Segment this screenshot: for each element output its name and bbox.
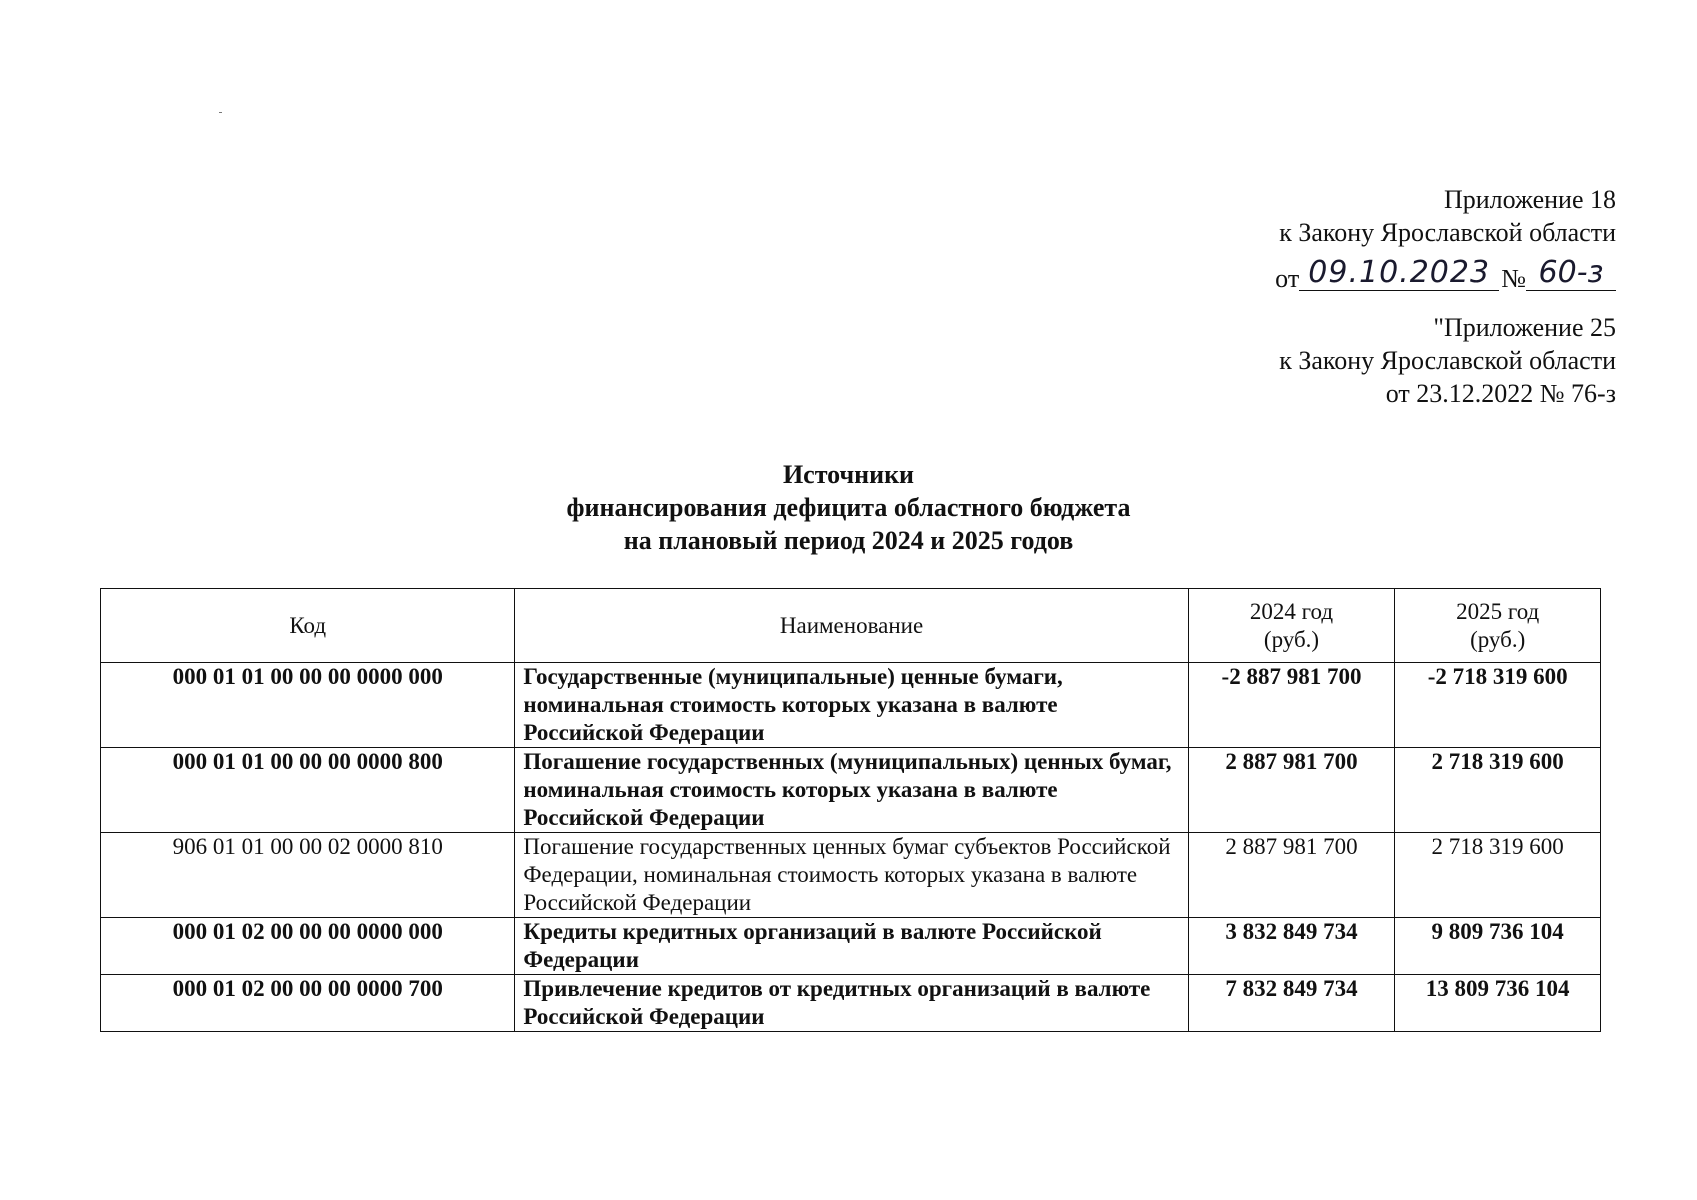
table-row — [101, 748, 1601, 833]
row-2024-value: -2 887 981 700 — [1188, 663, 1395, 748]
row-2025-value: 13 809 736 104 — [1395, 975, 1601, 1032]
row-2025-value: 2 718 319 600 — [1395, 833, 1601, 918]
previous-law-reference: к Закону Ярославской области — [1279, 346, 1616, 375]
header-2024-label: 2024 год — [1249, 598, 1334, 624]
appendix-number: Приложение 18 — [1443, 185, 1616, 214]
row-2024-value: 2 887 981 700 — [1188, 748, 1395, 833]
row-name: Погашение государственных ценных бумаг субъектов Российской Федерации, номинальная стоимость которых указана в валюте Российской Федерации — [515, 833, 1188, 918]
header-2024 — [1188, 589, 1395, 663]
header-code: Код — [101, 589, 515, 663]
row-code: 000 01 02 00 00 00 0000 000 — [101, 918, 515, 975]
row-name: Привлечение кредитов от кредитных организаций в валюте Российской Федерации — [515, 975, 1188, 1032]
date-prefix: от — [1275, 264, 1300, 293]
title-line-2: финансирования дефицита областного бюджета — [566, 493, 1131, 522]
row-name: Погашение государственных (муниципальных) ценных бумаг, номинальная стоимость которых указана в валюте Российской Федерации — [515, 748, 1188, 833]
law-reference: к Закону Ярославской области — [1279, 218, 1616, 247]
row-code: 000 01 02 00 00 00 0000 700 — [101, 975, 515, 1032]
previous-law-date: от 23.12.2022 № 76-з — [1385, 379, 1616, 408]
header-name: Наименование — [515, 589, 1188, 663]
header-2024-unit: (руб.) — [1263, 626, 1320, 652]
row-code: 000 01 01 00 00 00 0000 000 — [101, 663, 515, 748]
row-code: 906 01 01 00 00 02 0000 810 — [101, 833, 515, 918]
row-2024-value: 2 887 981 700 — [1188, 833, 1395, 918]
handwritten-number: 60-з — [1526, 256, 1616, 291]
appendix-header — [1275, 183, 1616, 410]
number-sign: № — [1501, 264, 1526, 293]
scan-speck — [219, 112, 222, 113]
row-2025-value: 2 718 319 600 — [1395, 748, 1601, 833]
header-2025-label: 2025 год — [1456, 598, 1540, 624]
financing-sources-table — [100, 588, 1601, 1032]
header-2025 — [1395, 589, 1601, 663]
table-row — [101, 833, 1601, 918]
table-row — [101, 918, 1601, 975]
header-2025-unit: (руб.) — [1470, 626, 1526, 652]
previous-appendix-number: "Приложение 25 — [1433, 313, 1616, 342]
row-2024-value: 3 832 849 734 — [1188, 918, 1395, 975]
row-code: 000 01 01 00 00 00 0000 800 — [101, 748, 515, 833]
table-row — [101, 663, 1601, 748]
title-line-1: Источники — [782, 460, 915, 489]
row-name: Кредиты кредитных организаций в валюте Российской Федерации — [515, 918, 1188, 975]
document-title — [0, 458, 1697, 557]
row-2025-value: 9 809 736 104 — [1395, 918, 1601, 975]
row-2024-value: 7 832 849 734 — [1188, 975, 1395, 1032]
law-date-number-line — [1275, 249, 1616, 295]
table-header-row — [101, 589, 1601, 663]
handwritten-date: 09.10.2023 — [1299, 256, 1499, 291]
row-2025-value: -2 718 319 600 — [1395, 663, 1601, 748]
row-name: Государственные (муниципальные) ценные бумаги, номинальная стоимость которых указана в валюте Российской Федерации — [515, 663, 1188, 748]
title-line-3: на плановый период 2024 и 2025 годов — [623, 526, 1074, 555]
table-row — [101, 975, 1601, 1032]
